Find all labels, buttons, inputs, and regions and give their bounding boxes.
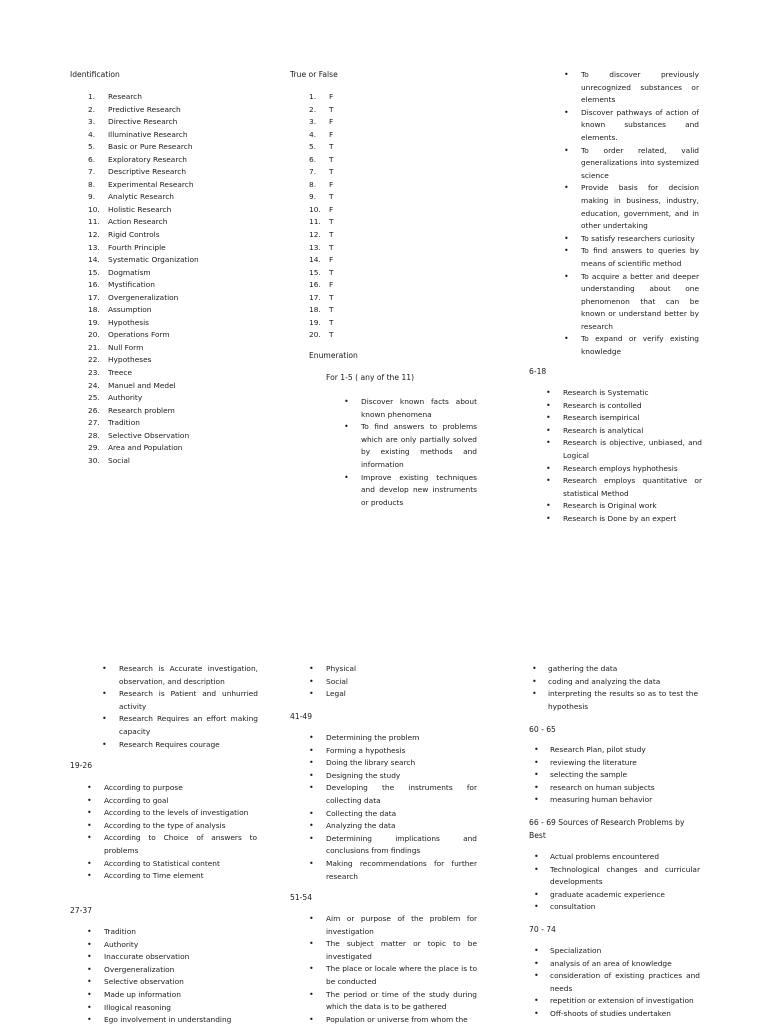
enumeration-item: • To find answers to problems which are only partially solved by existing methods and information [340, 421, 477, 471]
objective-item: • Discover pathways of action of known substances and elements. [560, 107, 699, 145]
characteristic-item: • Research employs hyphothesis [542, 463, 702, 476]
identification-item [88, 304, 278, 317]
enumeration-list [340, 396, 477, 509]
characteristic-item: • Research is analytical [542, 425, 702, 438]
item-text: Hypotheses [108, 355, 152, 365]
item-number: 17. [88, 292, 100, 302]
section-27-37-heading: 27-37 [70, 906, 93, 915]
item-number: 20. [88, 330, 100, 340]
research-classification-list [83, 782, 257, 883]
research-characteristics-list [542, 387, 702, 526]
origin-item: • Specialization [530, 945, 700, 958]
objective-item: • To order related, valid generalizations into systemized science [560, 145, 699, 183]
step-item: • Collecting the data [305, 808, 477, 821]
source-item: • Actual problems encountered [530, 851, 700, 864]
true-false-answer [309, 179, 369, 192]
item-text: Hypothesis [108, 317, 150, 327]
item-text: T [329, 154, 334, 164]
classification-item: • According to goal [83, 795, 257, 808]
identification-item [88, 442, 278, 455]
objective-item: • To find answers to queries by means of scientific method [560, 245, 699, 270]
item-number: 23. [88, 368, 100, 378]
section-66-69-heading: 66 - 69 Sources of Research Problems by Best [529, 818, 685, 840]
step-item: • Designing the study [305, 770, 477, 783]
error-source-item: • Tradition [83, 926, 257, 939]
item-text: Experimental Research [108, 179, 194, 189]
item-text: Treece [108, 368, 133, 378]
true-false-heading: True or False [290, 70, 338, 79]
item-text: Mystification [108, 280, 155, 290]
data-process-list [528, 663, 698, 713]
true-false-answer [309, 129, 369, 142]
enumeration-item: • Improve existing techniques and develop new instruments or products [340, 472, 477, 510]
item-number: 28. [88, 430, 100, 440]
step-item: • Determining implications and conclusions from findings [305, 833, 477, 858]
item-text: T [329, 217, 334, 227]
item-number: 8. [309, 179, 317, 189]
identification-item [88, 292, 278, 305]
item-text: Area and Population [108, 443, 183, 453]
item-number: 10. [88, 204, 100, 214]
step-item: • Making recommendations for further research [305, 858, 477, 883]
identification-item [88, 104, 278, 117]
true-false-answer [309, 141, 369, 154]
item-number: 1. [88, 92, 96, 101]
item-text: T [329, 317, 334, 327]
identification-item [88, 116, 278, 129]
identification-item [88, 91, 278, 104]
item-text: Overgeneralization [108, 292, 179, 302]
item-text: T [329, 330, 334, 340]
characteristic-item: • Research isempirical [542, 412, 702, 425]
objective-item: • Provide basis for decision making in business, industry, education, government, and in other undertaking [560, 182, 699, 232]
identification-item [88, 329, 278, 342]
classification-item: • According to the levels of investigation [83, 807, 257, 820]
objective-item: • To discover previously unrecognized substances or elements [560, 69, 699, 107]
item-number: 18. [88, 305, 100, 315]
item-text: Research [108, 92, 142, 101]
element-item: • Aim or purpose of the problem for investigation [305, 913, 477, 938]
item-number: 22. [88, 355, 100, 365]
true-false-answer [309, 242, 369, 255]
step-item: • Determining the problem [305, 732, 477, 745]
quality-item: • Research is Patient and unhurried activity [98, 688, 258, 713]
research-plan-list [530, 744, 700, 807]
item-text: Basic or Pure Research [108, 142, 193, 152]
item-text: F [329, 129, 334, 139]
identification-item [88, 242, 278, 255]
section-6-18-heading: 6-18 [529, 367, 547, 376]
true-false-answer [309, 317, 369, 330]
area-item: • Physical [305, 663, 475, 676]
error-source-item: • Authority [83, 939, 257, 952]
quality-item: • Research is Accurate investigation, observation, and description [98, 663, 258, 688]
item-number: 30. [88, 455, 100, 465]
item-text: Assumption [108, 305, 152, 315]
section-70-74-heading: 70 - 74 [529, 925, 556, 934]
process-item: • coding and analyzing the data [528, 676, 698, 689]
true-false-answer [309, 191, 369, 204]
item-text: F [329, 204, 334, 214]
item-text: T [329, 142, 334, 152]
plan-item: • selecting the sample [530, 769, 700, 782]
true-false-answer [309, 91, 369, 104]
plan-item: • Research Plan, pilot study [530, 744, 700, 757]
item-number: 29. [88, 443, 100, 453]
item-text: Authority [108, 393, 143, 403]
origin-item: • consideration of existing practices and needs [530, 970, 700, 995]
element-item: • Population or universe from whom the [305, 1014, 477, 1024]
item-number: 27. [88, 418, 100, 428]
quality-item: • Research Requires an effort making capacity [98, 713, 258, 738]
section-41-49-heading: 41-49 [290, 712, 313, 721]
item-number: 12. [88, 230, 100, 240]
process-item: • gathering the data [528, 663, 698, 676]
item-text: T [329, 167, 334, 177]
true-false-answer [309, 204, 369, 217]
item-text: Directive Research [108, 117, 178, 127]
classification-item: • According to the type of analysis [83, 820, 257, 833]
step-item: • Doing the library search [305, 757, 477, 770]
item-text: Analytic Research [108, 192, 174, 202]
identification-item [88, 191, 278, 204]
item-number: 3. [88, 117, 96, 127]
characteristic-item: • Research is contolled [542, 400, 702, 413]
item-number: 4. [309, 129, 317, 139]
identification-item [88, 229, 278, 242]
error-source-item: • Made up information [83, 989, 257, 1002]
item-number: 11. [88, 217, 100, 227]
plan-item: • reviewing the literature [530, 757, 700, 770]
item-number: 9. [309, 192, 317, 202]
section-51-54-heading: 51-54 [290, 893, 313, 902]
item-number: 4. [88, 129, 96, 139]
characteristic-item: • Research is Original work [542, 500, 702, 513]
identification-item [88, 367, 278, 380]
true-false-answer [309, 292, 369, 305]
item-text: F [329, 92, 334, 101]
plan-item: • research on human subjects [530, 782, 700, 795]
item-number: 15. [88, 267, 100, 277]
classification-item: • According to Choice of answers to problems [83, 832, 257, 857]
identification-item [88, 141, 278, 154]
item-number: 13. [309, 242, 321, 252]
item-text: F [329, 255, 334, 265]
objective-item: • To acquire a better and deeper understanding about one phenomenon that can be known or understand better by research [560, 271, 699, 334]
identification-item [88, 279, 278, 292]
section-60-65-heading: 60 - 65 [529, 725, 556, 734]
item-number: 14. [88, 255, 100, 265]
item-text: T [329, 104, 334, 114]
item-number: 13. [88, 242, 100, 252]
characteristic-item: • Research is Systematic [542, 387, 702, 400]
research-steps-list [305, 732, 477, 883]
item-number: 10. [309, 204, 321, 214]
identification-item [88, 216, 278, 229]
classification-item: • According to purpose [83, 782, 257, 795]
identification-heading: Identification [70, 70, 120, 79]
quality-item: • Research Requires courage [98, 739, 258, 752]
item-text: Manuel and Medel [108, 380, 176, 390]
origin-item: • Off-shoots of studies undertaken [530, 1008, 700, 1021]
identification-item [88, 179, 278, 192]
item-number: 1. [309, 92, 317, 101]
true-false-list [309, 91, 369, 342]
item-number: 6. [88, 154, 96, 164]
classification-item: • According to Time element [83, 870, 257, 883]
item-number: 15. [309, 267, 321, 277]
item-text: F [329, 280, 334, 290]
item-text: T [329, 267, 334, 277]
error-source-item: • Ego involvement in understanding [83, 1014, 257, 1024]
enumeration-item: • Discover known facts about known phenomena [340, 396, 477, 421]
sources-of-error-list [83, 926, 257, 1024]
item-number: 6. [309, 154, 317, 164]
element-item: • The subject matter or topic to be investigated [305, 938, 477, 963]
identification-item [88, 154, 278, 167]
enumeration-heading: Enumeration [309, 351, 358, 360]
objective-item: • To expand or verify existing knowledge [560, 333, 699, 358]
item-number: 5. [88, 142, 96, 152]
classification-item: • According to Statistical content [83, 858, 257, 871]
true-false-answer [309, 116, 369, 129]
true-false-answer [309, 166, 369, 179]
item-number: 19. [309, 317, 321, 327]
section-19-26-heading: 19-26 [70, 761, 93, 770]
research-objectives-list [560, 69, 699, 359]
item-number: 18. [309, 305, 321, 315]
item-number: 3. [309, 117, 317, 127]
item-text: F [329, 179, 334, 189]
item-text: T [329, 192, 334, 202]
step-item: • Analyzing the data [305, 820, 477, 833]
item-text: T [329, 292, 334, 302]
item-number: 7. [88, 167, 96, 177]
item-text: Descriptive Research [108, 167, 187, 177]
problem-elements-list [305, 913, 477, 1024]
element-item: • The place or locale where the place is to be conducted [305, 963, 477, 988]
process-item: • interpreting the results so as to test the hypothesis [528, 688, 698, 713]
identification-item [88, 417, 278, 430]
element-item: • The period or time of the study during which the data is to be gathered [305, 989, 477, 1014]
item-number: 2. [309, 104, 317, 114]
item-text: T [329, 305, 334, 315]
item-text: Action Research [108, 217, 168, 227]
error-source-item: • Inaccurate observation [83, 951, 257, 964]
item-text: Null Form [108, 342, 144, 352]
characteristic-item: • Research is objective, unbiased, and Logical [542, 437, 702, 462]
item-text: Dogmatism [108, 267, 151, 277]
step-item: • Developing the instruments for collecting data [305, 782, 477, 807]
true-false-answer [309, 279, 369, 292]
characteristic-item: • Research employs quantitative or statistical Method [542, 475, 702, 500]
item-number: 8. [88, 179, 96, 189]
item-number: 20. [309, 330, 321, 340]
origin-item: • analysis of an area of knowledge [530, 958, 700, 971]
item-number: 16. [88, 280, 100, 290]
item-text: Social [108, 455, 130, 465]
true-false-answer [309, 254, 369, 267]
item-number: 19. [88, 317, 100, 327]
true-false-answer [309, 154, 369, 167]
identification-item [88, 342, 278, 355]
item-text: Fourth Principle [108, 242, 166, 252]
item-text: Tradition [108, 418, 140, 428]
identification-item [88, 204, 278, 217]
item-text: Research problem [108, 405, 175, 415]
identification-item [88, 166, 278, 179]
true-false-answer [309, 216, 369, 229]
step-item: • Forming a hypothesis [305, 745, 477, 758]
identification-item [88, 129, 278, 142]
enumeration-subheading: For 1-5 ( any of the 11) [326, 373, 415, 382]
true-false-answer [309, 267, 369, 280]
problem-origin-list [530, 945, 700, 1021]
identification-item [88, 254, 278, 267]
item-number: 24. [88, 380, 100, 390]
source-item: • consultation [530, 901, 700, 914]
item-text: Illuminative Research [108, 129, 188, 139]
item-text: Predictive Research [108, 104, 181, 114]
identification-list [88, 91, 278, 467]
item-text: Systematic Organization [108, 255, 199, 265]
item-text: Rigid Controls [108, 230, 160, 240]
source-item: • graduate academic experience [530, 889, 700, 902]
error-source-item: • Overgeneralization [83, 964, 257, 977]
error-source-item: • Selective observation [83, 976, 257, 989]
item-text: T [329, 242, 334, 252]
item-number: 12. [309, 230, 321, 240]
true-false-answer [309, 229, 369, 242]
origin-item: • repetition or extension of investigation [530, 995, 700, 1008]
item-number: 2. [88, 104, 96, 114]
item-number: 11. [309, 217, 321, 227]
identification-item [88, 267, 278, 280]
item-text: F [329, 117, 334, 127]
true-false-answer [309, 329, 369, 342]
identification-item [88, 380, 278, 393]
item-number: 9. [88, 192, 96, 202]
characteristic-item: • Research is Done by an expert [542, 513, 702, 526]
area-item: • Legal [305, 688, 475, 701]
item-text: Exploratory Research [108, 154, 187, 164]
identification-item [88, 317, 278, 330]
error-source-item: • Illogical reasoning [83, 1002, 257, 1015]
item-number: 21. [88, 342, 100, 352]
identification-item [88, 354, 278, 367]
area-types-list [305, 663, 475, 701]
item-number: 26. [88, 405, 100, 415]
problem-sources-list [530, 851, 700, 914]
objective-item: • To satisfy researchers curiosity [560, 233, 699, 246]
identification-item [88, 405, 278, 418]
item-number: 5. [309, 142, 317, 152]
identification-item [88, 392, 278, 405]
area-item: • Social [305, 676, 475, 689]
true-false-answer [309, 104, 369, 117]
item-number: 25. [88, 393, 100, 403]
source-item: • Technological changes and curricular developments [530, 864, 700, 889]
item-text: Operations Form [108, 330, 170, 340]
item-number: 14. [309, 255, 321, 265]
true-false-answer [309, 304, 369, 317]
identification-item [88, 455, 278, 468]
item-text: Holistic Research [108, 204, 172, 214]
research-qualities-list [98, 663, 258, 751]
item-text: T [329, 230, 334, 240]
item-number: 16. [309, 280, 321, 290]
item-number: 7. [309, 167, 317, 177]
plan-item: • measuring human behavior [530, 794, 700, 807]
identification-item [88, 430, 278, 443]
item-text: Selective Observation [108, 430, 190, 440]
item-number: 17. [309, 292, 321, 302]
